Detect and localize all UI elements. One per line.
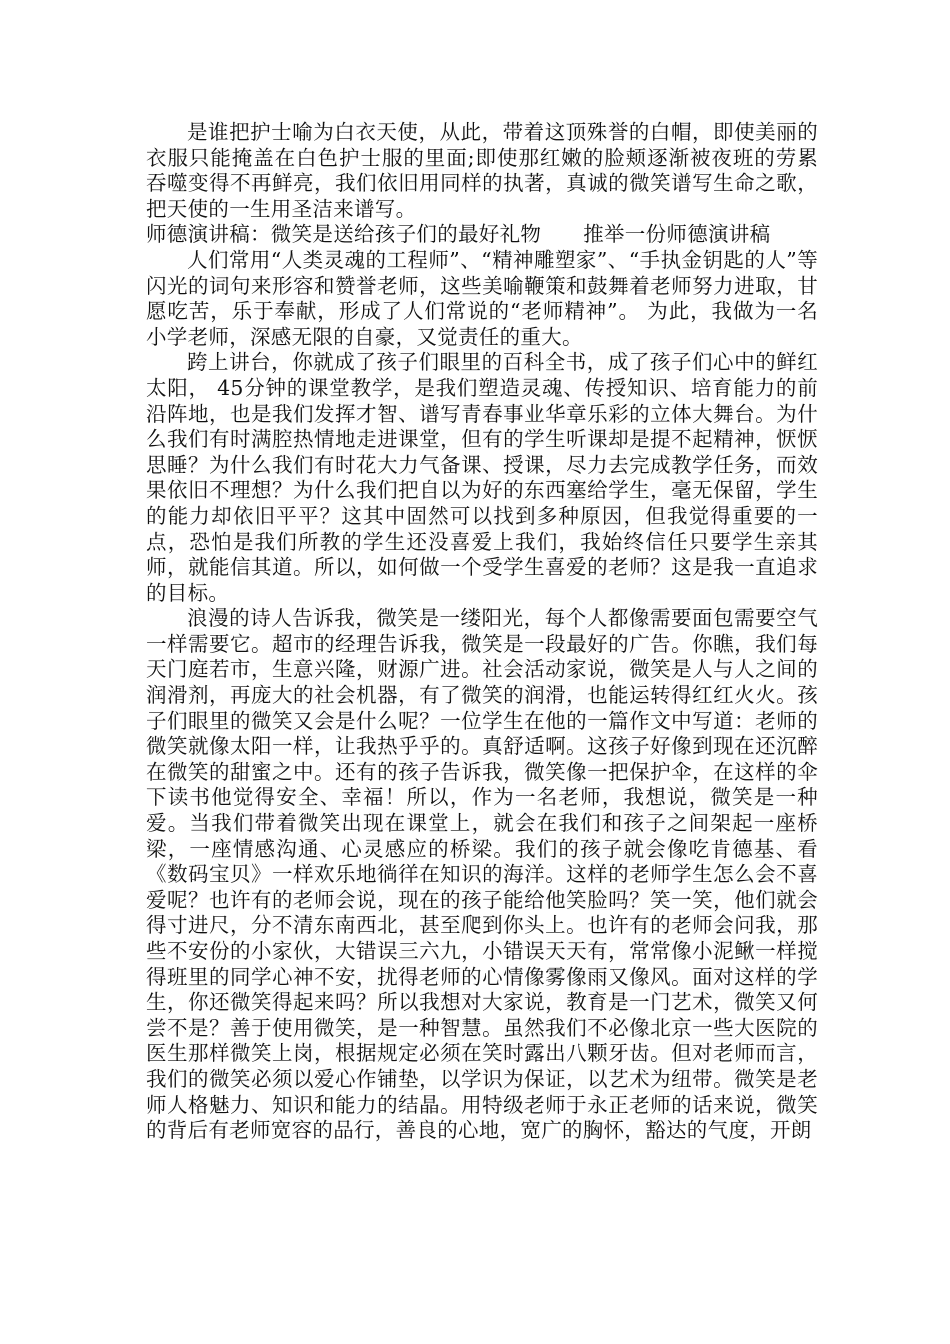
document-subtitle: 推举一份师德演讲稿 [583,222,771,247]
document-title-line [146,222,818,248]
document-page [146,120,818,1144]
body-paragraph: 浪漫的诗人告诉我，微笑是一缕阳光，每个人都像需要面包需要空气一样需要它。超市的经理告诉我，微笑是一段最好的广告。你瞧，我们每天门庭若市，生意兴隆，财源广进。社会活动家说，微笑是人与人之间的润滑剂，再庞大的社会机器，有了微笑的润滑，也能运转得红红火火。孩子们眼里的微笑又会是什么呢？一位学生在他的一篇作文中写道：老师的微笑就像太阳一样，让我热乎乎的。真舒适啊。这孩子好像到现在还沉醉在微笑的甜蜜之中。还有的孩子告诉我，微笑像一把保护伞，在这样的伞下读书他觉得安全、幸福！所以，作为一名老师，我想说，微笑是一种爱。当我们带着微笑出现在课堂上，就会在我们和孩子之间架起一座桥梁，一座情感沟通、心灵感应的桥梁。我们的孩子就会像吃肯德基、看《数码宝贝》一样欢乐地徜徉在知识的海洋。这样的老师学生怎么会不喜爱呢？也许有的老师会说，现在的孩子能给他笑脸吗？笑一笑，他们就会得寸进尺，分不清东南西北，甚至爬到你头上。也许有的老师会问我，那些不安份的小家伙，大错误三六九，小错误天天有，常常像小泥鳅一样搅得班里的同学心神不安，扰得老师的心情像雾像雨又像风。面对这样的学生，你还微笑得起来吗？所以我想对大家说，教育是一门艺术，微笑又何尝不是？善于使用微笑，是一种智慧。虽然我们不必像北京一些大医院的医生那样微笑上岗，根据规定必须在笑时露出八颗牙齿。但对老师而言，我们的微笑必须以爱心作铺垫，以学识为保证，以艺术为纽带。微笑是老师人格魅力、知识和能力的结晶。用特级老师于永正老师的话来说，微笑的背后有老师宽容的品行，善良的心地，宽广的胸怀，豁达的气度，开朗 [146,606,818,1143]
intro-paragraph: 是谁把护士喻为白衣天使，从此，带着这顶殊誉的白帽，即使美丽的衣服只能掩盖在白色护士服的里面;即使那红嫩的脸颊逐渐被夜班的劳累吞噬变得不再鲜亮，我们依旧用同样的执著，真诚的微笑谱写生命之歌，把天使的一生用圣洁来谱写。 [146,120,818,221]
document-title: 师德演讲稿：微笑是送给孩子们的最好礼物 [146,222,542,247]
body-paragraph: 跨上讲台，你就成了孩子们眼里的百科全书，成了孩子们心中的鲜红太阳， 45分钟的课堂教学，是我们塑造灵魂、传授知识、培育能力的前沿阵地，也是我们发挥才智、谱写青春事业华章乐彩的立体大舞台。为什么我们有时满腔热情地走进课堂，但有的学生听课却是提不起精神，恹恹思睡？为什么我们有时花大力气备课、授课，尽力去完成教学任务，而效果依旧不理想？为什么我们把自以为好的东西塞给学生，毫无保留，学生的能力却依旧平平？这其中固然可以找到多种原因，但我觉得重要的一点，恐怕是我们所教的学生还没喜爱上我们，我始终信任只要学生亲其师，就能信其道。所以，如何做一个受学生喜爱的老师？这是我一直追求的目标。 [146,350,818,605]
body-paragraph: 人们常用“人类灵魂的工程师”、“精神雕塑家”、“手执金钥匙的人”等闪光的词句来形容和赞誉老师，这些美喻鞭策和鼓舞着老师努力进取，甘愿吃苦，乐于奉献，形成了人们常说的“老师精神”。 为此，我做为一名小学老师，深感无限的自豪，又觉责任的重大。 [146,247,818,349]
